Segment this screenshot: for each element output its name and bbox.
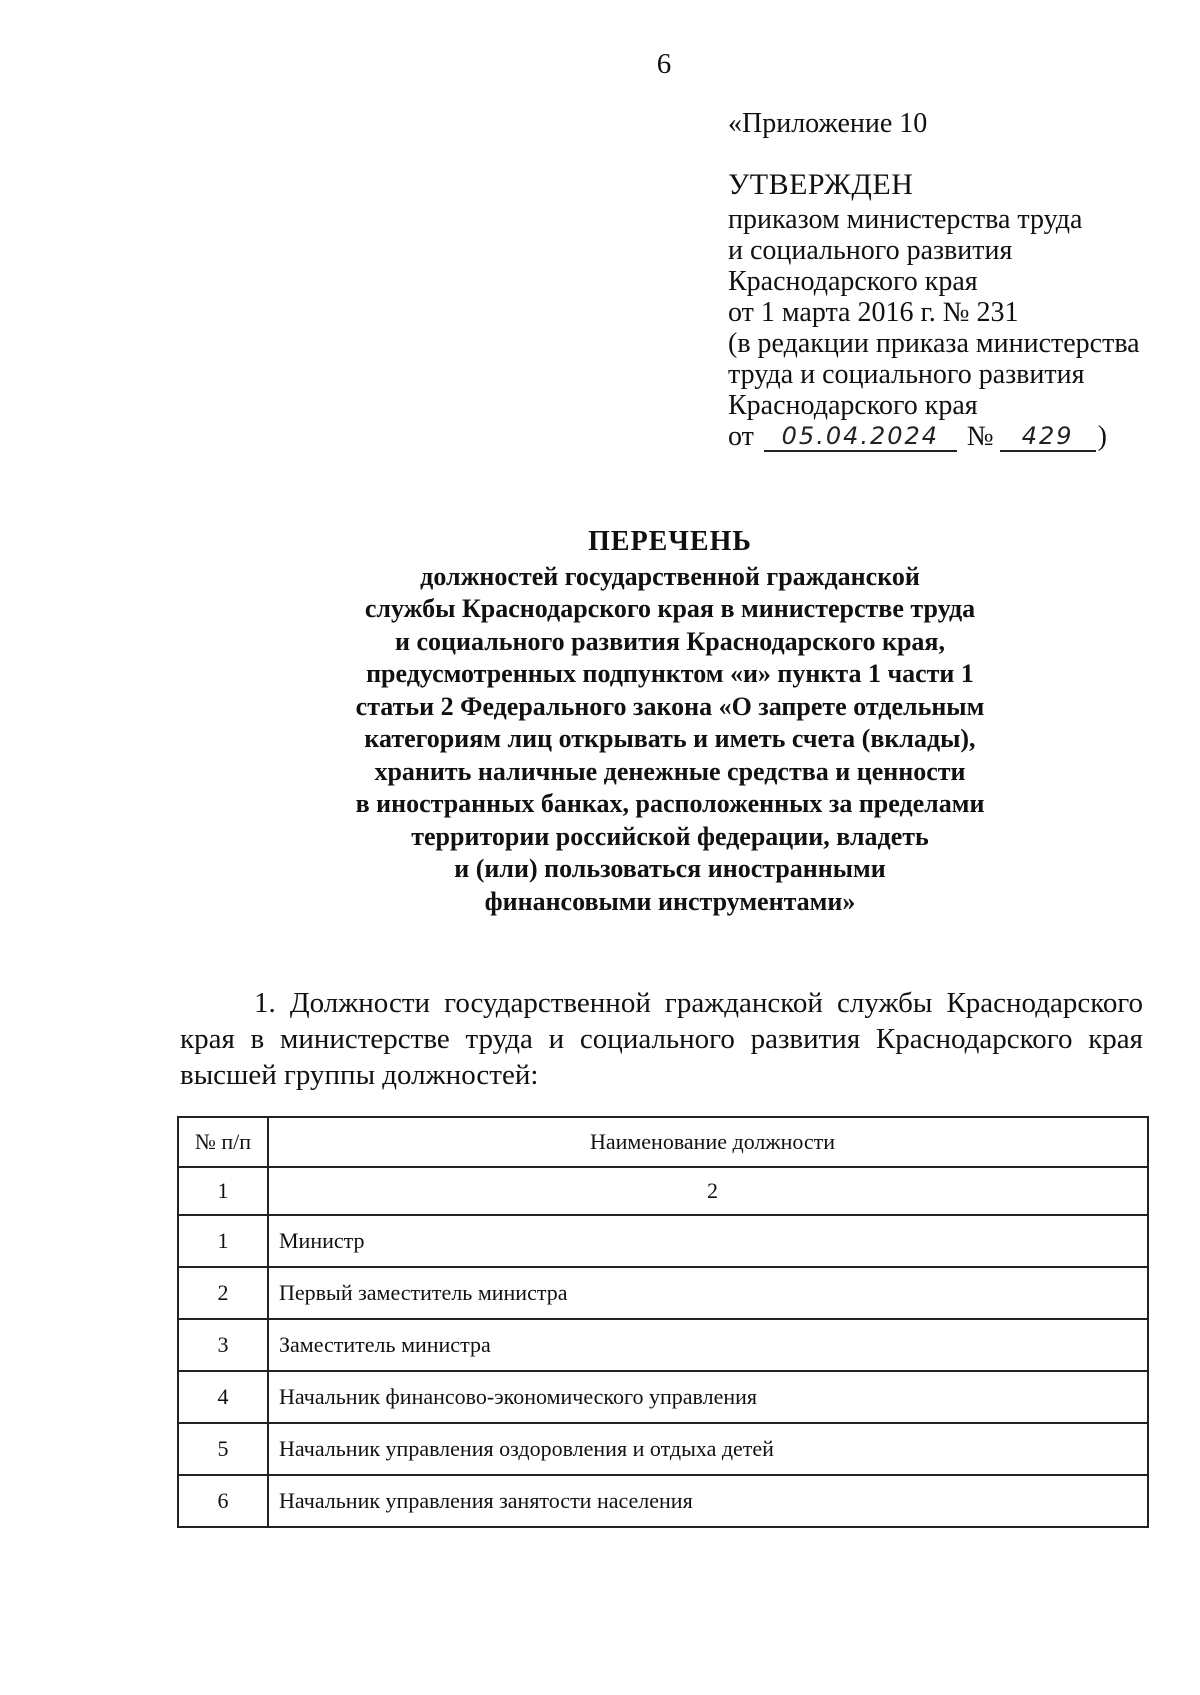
title-heading: ПЕРЕЧЕНЬ [588, 526, 752, 557]
approval-line: от 1 марта 2016 г. № 231 [728, 297, 1019, 328]
approval-line: Краснодарского края [728, 390, 978, 421]
signature-line [728, 421, 1140, 452]
title-line: и социального развития Краснодарского края, [395, 626, 945, 656]
row-number: 2 [178, 1267, 268, 1319]
row-number: 3 [178, 1319, 268, 1371]
table-row [178, 1267, 1148, 1319]
section-paragraph: 1. Должности государственной гражданской службы Краснодарского края в министерстве труда и социального развития Краснодарского края высшей группы должностей: [180, 987, 1143, 1091]
approval-line: приказом министерства труда [728, 204, 1083, 235]
row-number: 6 [178, 1475, 268, 1527]
approval-block [728, 108, 1140, 452]
position-name: Первый заместитель министра [268, 1267, 1148, 1319]
positions-table [177, 1116, 1149, 1528]
number-label: № [966, 421, 994, 452]
table-row [178, 1215, 1148, 1267]
table-header-row [178, 1117, 1148, 1167]
title-line: категориям лиц открывать и иметь счета (вклады), [364, 724, 976, 753]
index-cell: 1 [178, 1167, 268, 1215]
position-name: Начальник управления занятости населения [268, 1475, 1148, 1527]
row-number: 5 [178, 1423, 268, 1475]
title-line: территории российской федерации, владеть [411, 821, 929, 851]
position-name: Министр [268, 1215, 1148, 1267]
table-row [178, 1475, 1148, 1527]
title-line: должностей государственной гражданской [420, 561, 920, 591]
page-number: 6 [656, 48, 672, 80]
handwritten-number: 429 [1000, 422, 1096, 452]
closing-paren: ) [1097, 421, 1107, 452]
table-row [178, 1371, 1148, 1423]
position-name: Начальник управления оздоровления и отдыха детей [268, 1423, 1148, 1475]
approval-line: (в редакции приказа министерства [728, 328, 1140, 359]
header-position-name: Наименование должности [268, 1117, 1148, 1167]
from-label: от [728, 421, 754, 452]
table-row [178, 1319, 1148, 1371]
approval-line: и социального развития [728, 235, 1013, 266]
position-name: Начальник финансово-экономического управления [268, 1371, 1148, 1423]
approval-line: труда и социального развития [728, 359, 1085, 390]
table-row [178, 1423, 1148, 1475]
title-line: предусмотренных подпунктом «и» пункта 1 части 1 [366, 659, 974, 688]
table-index-row [178, 1167, 1148, 1215]
position-name: Заместитель министра [268, 1319, 1148, 1371]
index-cell: 2 [268, 1167, 1148, 1215]
title-line: финансовыми инструментами» [484, 886, 856, 916]
approval-line: Краснодарского края [728, 266, 978, 297]
title-line: статьи 2 Федерального закона «О запрете отдельным [355, 691, 985, 721]
document-title [300, 526, 1040, 918]
title-line: хранить наличные денежные средства и ценности [374, 756, 966, 786]
handwritten-date: 05.04.2024 [764, 422, 957, 452]
approved-label: УТВЕРЖДЕН [728, 168, 914, 201]
title-line: и (или) пользоваться иностранными [454, 854, 886, 883]
header-number: № п/п [178, 1117, 268, 1167]
title-line: в иностранных банках, расположенных за пределами [355, 789, 985, 818]
annex-label: «Приложение 10 [728, 108, 928, 139]
row-number: 1 [178, 1215, 268, 1267]
title-line: службы Краснодарского края в министерстве труда [364, 594, 976, 623]
row-number: 4 [178, 1371, 268, 1423]
